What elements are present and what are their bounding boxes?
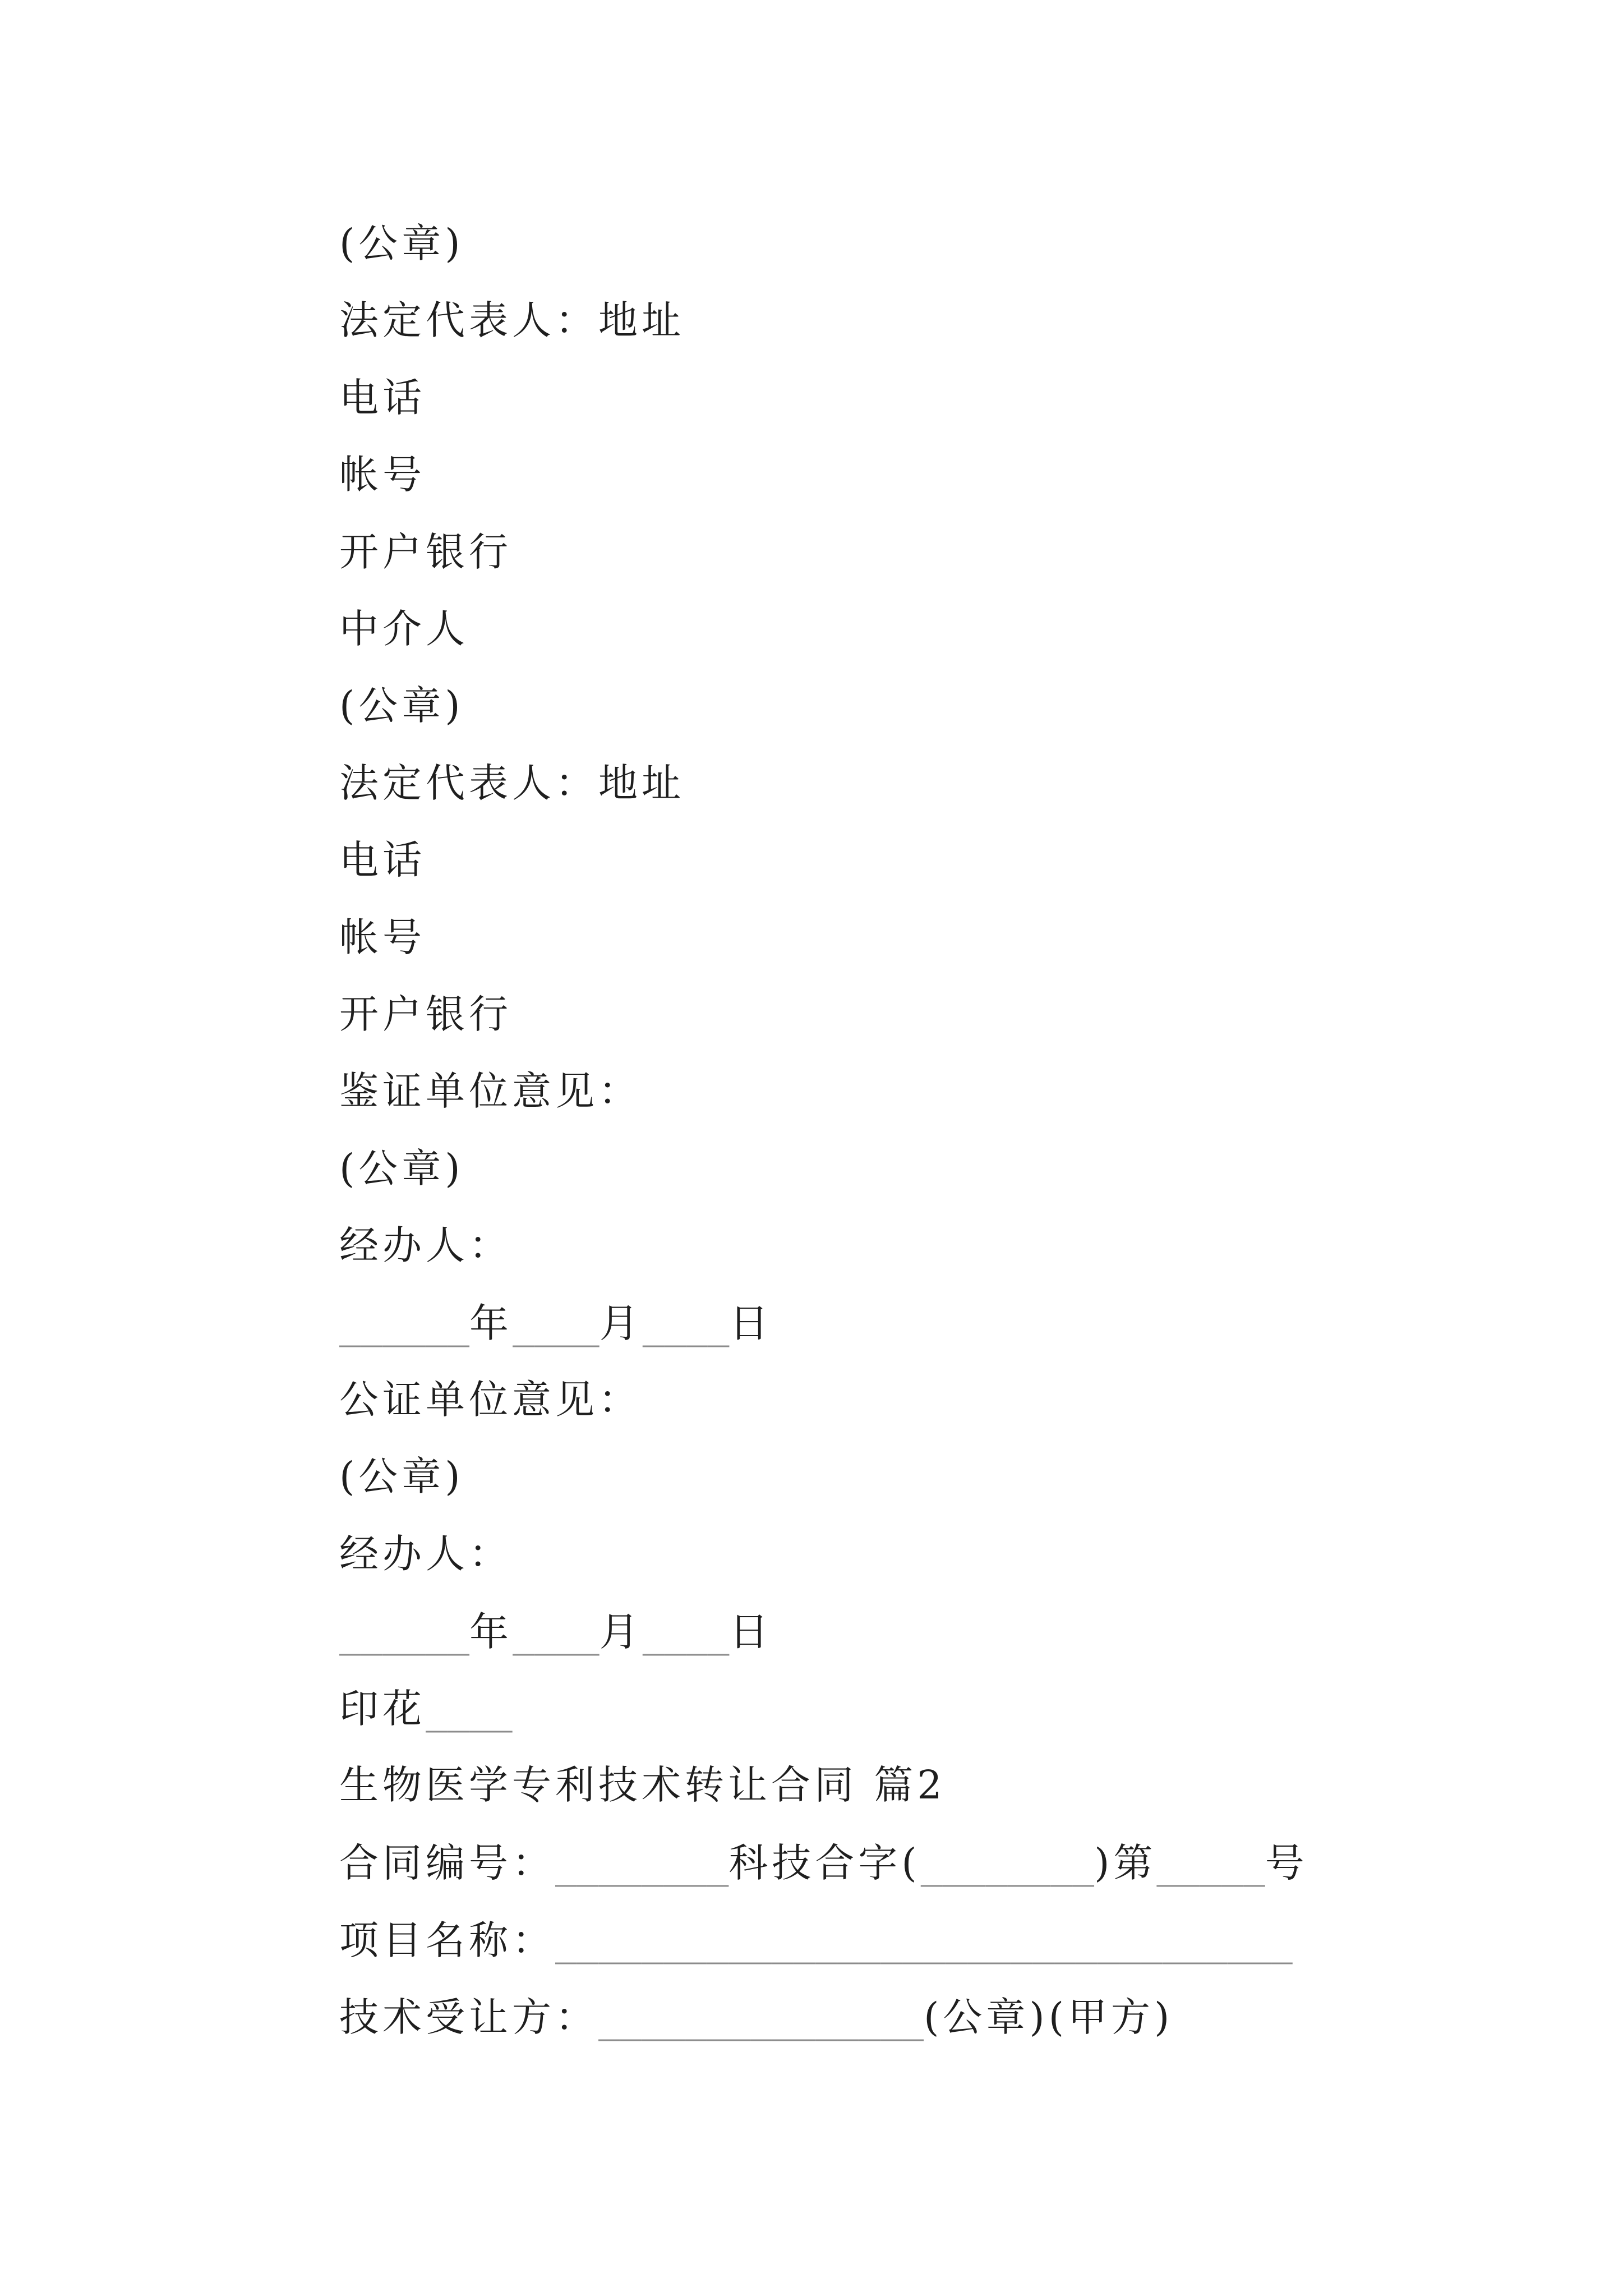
notarization-seal: (公章) bbox=[339, 1453, 464, 1500]
notarization-date: ______年____月____日 bbox=[339, 1605, 773, 1657]
blank-field: ________ bbox=[555, 1837, 729, 1888]
contract-number-line: 合同编号：________科技合字(________)第_____号 bbox=[339, 1837, 1308, 1888]
intermediary-seal: (公章) bbox=[339, 683, 464, 729]
blank-field: ____ bbox=[642, 1297, 730, 1348]
party-seal: (公章) bbox=[339, 220, 464, 266]
blank-field: ________ bbox=[920, 1837, 1095, 1888]
party-phone: 电话 bbox=[339, 374, 426, 421]
party-bank: 开户银行 bbox=[339, 528, 512, 575]
contract2-title: 生物医学专利技术转让合同 篇2 bbox=[339, 1761, 946, 1808]
blank-field: ____ bbox=[513, 1605, 600, 1657]
party-representative-address: 法定代表人：地址 bbox=[339, 297, 685, 344]
authentication-seal: (公章) bbox=[339, 1145, 464, 1191]
intermediary-account: 帐号 bbox=[339, 914, 426, 960]
intermediary-label: 中介人 bbox=[339, 605, 469, 652]
blank-field: ____ bbox=[642, 1605, 730, 1657]
blank-field: _____ bbox=[1156, 1837, 1265, 1888]
transferee-line: 技术受让方：_______________(公章)(甲方) bbox=[339, 1990, 1174, 2041]
blank-field: ______ bbox=[339, 1297, 470, 1348]
blank-field: _______________ bbox=[598, 1990, 924, 2041]
notarization-handler: 经办人： bbox=[339, 1530, 512, 1577]
intermediary-phone: 电话 bbox=[339, 837, 426, 884]
stamp-duty-line: 印花____ bbox=[339, 1682, 513, 1733]
blank-field: ____ bbox=[513, 1297, 600, 1348]
blank-field: ____ bbox=[426, 1682, 513, 1733]
blank-field: __________________________________ bbox=[555, 1913, 1293, 1964]
authentication-date: ______年____月____日 bbox=[339, 1297, 773, 1348]
blank-field: ______ bbox=[339, 1605, 470, 1657]
party-account: 帐号 bbox=[339, 452, 426, 498]
document-page bbox=[339, 205, 1517, 2055]
notarization-opinion-label: 公证单位意见： bbox=[339, 1376, 642, 1423]
project-name-line: 项目名称：__________________________________ bbox=[339, 1913, 1293, 1964]
intermediary-bank: 开户银行 bbox=[339, 991, 512, 1037]
authentication-opinion-label: 鉴证单位意见： bbox=[339, 1068, 642, 1115]
intermediary-representative-address: 法定代表人：地址 bbox=[339, 760, 685, 806]
authentication-handler: 经办人： bbox=[339, 1222, 512, 1269]
